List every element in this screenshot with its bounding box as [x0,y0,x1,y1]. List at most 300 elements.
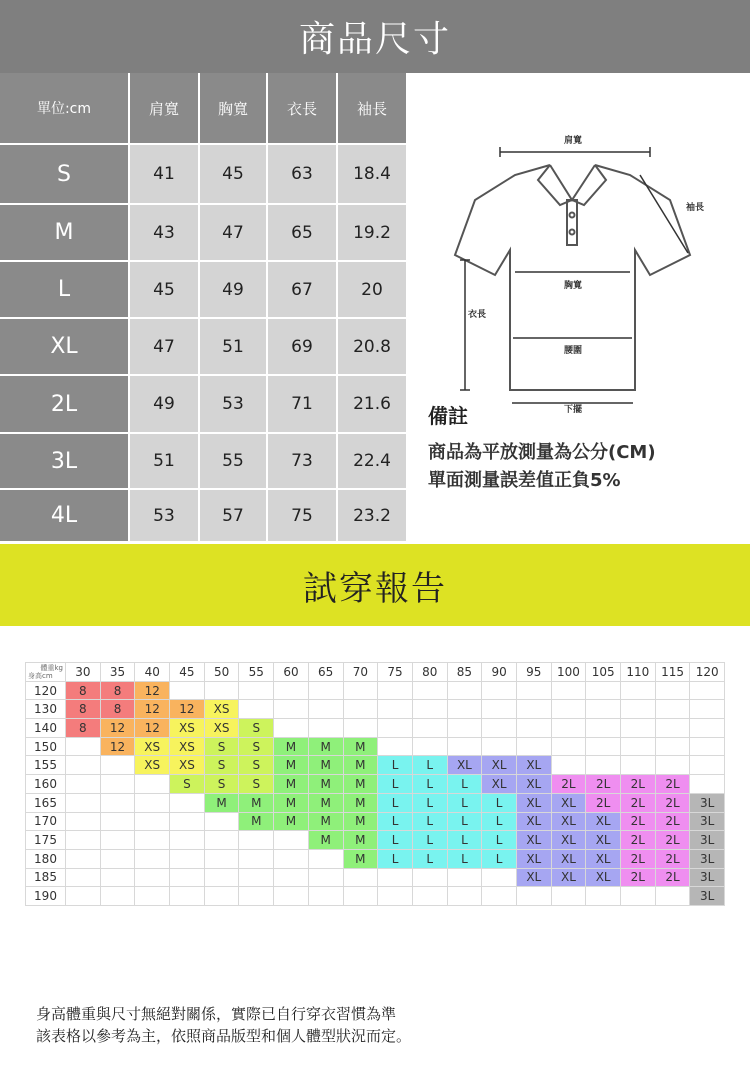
grid-cell [308,868,343,887]
height-header: 180 [26,849,66,868]
grid-cell: M [274,812,309,831]
grid-corner [26,663,66,682]
grid-cell [274,849,309,868]
size-header-cell: 袖長 [338,73,408,145]
corner-height-label: 身高cm [28,671,53,680]
size-table-row [0,205,408,262]
weight-header: 110 [621,663,656,682]
grid-cell [551,737,586,756]
grid-cell [621,737,656,756]
grid-cell [516,681,551,700]
size-header-cell: 肩寬 [130,73,200,145]
size-table-row [0,145,408,205]
grid-cell: XS [170,737,205,756]
grid-cell [690,775,725,794]
grid-cell [170,887,205,906]
grid-cell [100,775,135,794]
size-label-cell: M [0,205,130,262]
grid-cell: L [412,775,447,794]
grid-cell: S [204,737,239,756]
grid-cell [621,700,656,719]
trial-banner [0,544,750,626]
grid-cell: S [239,775,274,794]
height-header: 120 [26,681,66,700]
grid-cell: 8 [66,700,101,719]
grid-cell [412,737,447,756]
grid-cell: XS [204,719,239,738]
grid-cell [135,775,170,794]
shirt-diagram [420,120,750,420]
weight-header: 35 [100,663,135,682]
weight-header: 100 [551,663,586,682]
grid-cell: 12 [135,681,170,700]
grid-cell [308,700,343,719]
grid-cell [274,681,309,700]
grid-cell: 2L [655,831,690,850]
grid-cell: L [482,812,517,831]
weight-header: 90 [482,663,517,682]
grid-cell: M [343,775,378,794]
grid-cell: L [447,812,482,831]
grid-cell [135,887,170,906]
notes-title: 備註 [428,404,468,428]
size-value-cell: 45 [200,145,268,205]
grid-cell [447,868,482,887]
size-value-cell: 55 [200,434,268,490]
grid-cell [135,793,170,812]
grid-cell: S [239,719,274,738]
grid-cell [100,812,135,831]
size-value-cell: 49 [130,376,200,434]
grid-row [26,868,725,887]
size-value-cell: 71 [268,376,338,434]
height-header: 130 [26,700,66,719]
notes [428,400,656,495]
grid-cell: XL [516,868,551,887]
grid-cell: 3L [690,831,725,850]
grid-cell: L [482,849,517,868]
grid-cell: S [204,756,239,775]
grid-cell [204,887,239,906]
grid-cell [66,887,101,906]
height-header: 160 [26,775,66,794]
grid-cell [274,831,309,850]
grid-cell [621,756,656,775]
grid-cell [66,737,101,756]
grid-cell [586,681,621,700]
grid-cell [308,719,343,738]
grid-cell [412,868,447,887]
grid-cell [135,849,170,868]
grid-cell: L [378,756,413,775]
grid-cell [204,812,239,831]
weight-header: 115 [655,663,690,682]
size-value-cell: 23.2 [338,490,408,543]
grid-cell [586,756,621,775]
size-label-cell: 3L [0,434,130,490]
grid-row [26,887,725,906]
grid-cell [412,887,447,906]
size-table [0,73,408,543]
grid-cell: XL [516,831,551,850]
grid-cell: 3L [690,812,725,831]
grid-cell: XL [551,849,586,868]
grid-cell: L [412,812,447,831]
weight-header: 75 [378,663,413,682]
grid-row [26,737,725,756]
height-header: 170 [26,812,66,831]
size-banner-title: 商品尺寸 [298,19,451,60]
weight-header: 85 [447,663,482,682]
grid-cell: 3L [690,868,725,887]
size-banner [0,0,750,73]
grid-cell: M [239,812,274,831]
grid-cell [239,849,274,868]
grid-cell [447,700,482,719]
height-header: 185 [26,868,66,887]
grid-cell: XL [551,868,586,887]
grid-cell: XL [551,831,586,850]
label-hem: 下擺 [564,405,583,415]
grid-cell [516,887,551,906]
grid-cell [66,831,101,850]
grid-cell: XS [170,756,205,775]
size-value-cell: 45 [130,262,200,319]
grid-cell: L [412,756,447,775]
grid-cell [482,719,517,738]
grid-cell [378,887,413,906]
grid-cell [551,756,586,775]
size-value-cell: 22.4 [338,434,408,490]
size-label-cell: 2L [0,376,130,434]
size-value-cell: 69 [268,319,338,376]
grid-cell [135,812,170,831]
grid-cell: M [343,737,378,756]
grid-row [26,775,725,794]
label-length: 衣長 [468,310,487,320]
grid-cell: L [378,812,413,831]
size-table-header [0,73,408,145]
grid-cell [378,737,413,756]
grid-cell [516,700,551,719]
grid-cell [100,868,135,887]
grid-cell: L [378,849,413,868]
grid-cell [378,700,413,719]
grid-cell: 2L [655,849,690,868]
grid-cell [690,700,725,719]
grid-cell: M [308,737,343,756]
size-value-cell: 73 [268,434,338,490]
height-header: 165 [26,793,66,812]
grid-cell: XL [516,849,551,868]
size-value-cell: 75 [268,490,338,543]
grid-cell [412,719,447,738]
size-value-cell: 47 [200,205,268,262]
size-value-cell: 47 [130,319,200,376]
grid-cell [100,831,135,850]
grid-cell: L [412,849,447,868]
size-value-cell: 41 [130,145,200,205]
grid-cell [308,849,343,868]
grid-cell [482,868,517,887]
grid-cell: 12 [100,719,135,738]
size-label-cell: XL [0,319,130,376]
grid-row [26,793,725,812]
footer-line-2: 該表格以參考為主，依照商品版型和個人體型狀況而定。 [36,1027,412,1045]
grid-cell [100,849,135,868]
grid-row [26,812,725,831]
grid-cell: XL [516,812,551,831]
grid-cell [551,719,586,738]
grid-cell [308,887,343,906]
grid-cell: 2L [655,793,690,812]
grid-cell: XS [204,700,239,719]
grid-cell [239,681,274,700]
grid-cell [690,681,725,700]
grid-cell: 8 [66,719,101,738]
grid-cell [274,719,309,738]
grid-cell [204,831,239,850]
grid-cell [66,775,101,794]
height-header: 175 [26,831,66,850]
grid-cell: S [204,775,239,794]
grid-cell [412,681,447,700]
grid-cell: 8 [100,681,135,700]
size-value-cell: 43 [130,205,200,262]
weight-header: 55 [239,663,274,682]
grid-cell [239,868,274,887]
grid-cell: XL [551,793,586,812]
grid-cell [482,700,517,719]
grid-row [26,681,725,700]
trial-grid [25,662,725,906]
size-value-cell: 20.8 [338,319,408,376]
weight-header: 120 [690,663,725,682]
label-sleeve: 袖長 [686,203,705,213]
grid-cell [655,719,690,738]
grid-cell [100,793,135,812]
grid-cell [135,831,170,850]
footer-note [36,1003,411,1047]
grid-cell: 2L [621,812,656,831]
label-chest: 胸寬 [564,281,583,291]
grid-cell [274,700,309,719]
weight-header: 40 [135,663,170,682]
grid-cell: L [447,849,482,868]
grid-cell: 2L [621,849,656,868]
grid-cell: XL [516,793,551,812]
grid-cell [412,700,447,719]
grid-cell: 8 [66,681,101,700]
weight-header: 45 [170,663,205,682]
size-table-row [0,376,408,434]
grid-cell: L [482,831,517,850]
weight-header: 105 [586,663,621,682]
grid-cell: L [447,831,482,850]
grid-cell: L [378,831,413,850]
grid-cell: L [447,793,482,812]
grid-cell [308,681,343,700]
grid-cell: XL [482,775,517,794]
corner-weight-label: 體重kg [40,664,63,672]
grid-cell [586,719,621,738]
grid-cell [655,681,690,700]
grid-cell [343,700,378,719]
size-value-cell: 21.6 [338,376,408,434]
grid-cell [586,737,621,756]
grid-cell [239,831,274,850]
grid-cell [239,700,274,719]
height-header: 150 [26,737,66,756]
grid-cell: M [308,775,343,794]
grid-cell [621,681,656,700]
grid-cell: M [274,737,309,756]
grid-row [26,831,725,850]
notes-line-2: 單面測量誤差值正負5% [428,470,621,491]
grid-cell [516,737,551,756]
grid-cell [551,887,586,906]
grid-cell: M [308,831,343,850]
size-table-row [0,262,408,319]
size-value-cell: 20 [338,262,408,319]
grid-cell: 3L [690,887,725,906]
grid-cell: 2L [655,775,690,794]
grid-cell: M [274,775,309,794]
grid-cell [690,719,725,738]
grid-cell: 2L [621,775,656,794]
grid-cell [378,719,413,738]
grid-cell [274,868,309,887]
grid-cell [482,737,517,756]
grid-cell [170,868,205,887]
grid-cell: M [204,793,239,812]
grid-cell: 2L [655,868,690,887]
height-header: 155 [26,756,66,775]
grid-cell [170,793,205,812]
trial-banner-title: 試穿報告 [303,568,447,609]
grid-cell: 8 [100,700,135,719]
weight-header: 60 [274,663,309,682]
grid-cell: XS [135,737,170,756]
size-table-row [0,434,408,490]
size-header-cell: 胸寬 [200,73,268,145]
grid-cell [655,700,690,719]
grid-cell: XS [170,719,205,738]
grid-cell: S [239,756,274,775]
size-label-cell: S [0,145,130,205]
grid-cell [100,887,135,906]
grid-cell: L [412,831,447,850]
size-label-cell: 4L [0,490,130,543]
size-header-cell: 單位:cm [0,73,130,145]
grid-cell [170,812,205,831]
grid-cell: L [412,793,447,812]
grid-cell [343,719,378,738]
grid-cell: 2L [655,812,690,831]
grid-cell: 2L [621,793,656,812]
grid-cell: S [170,775,205,794]
grid-cell [551,681,586,700]
grid-cell [66,793,101,812]
grid-cell: XL [551,812,586,831]
label-waist: 腰圍 [564,346,583,356]
grid-cell [690,756,725,775]
grid-cell [655,887,690,906]
grid-cell: XL [447,756,482,775]
grid-cell: XS [135,756,170,775]
grid-cell [66,756,101,775]
grid-cell [447,681,482,700]
grid-cell: L [482,793,517,812]
grid-cell: L [378,775,413,794]
grid-cell: M [308,812,343,831]
grid-cell [551,700,586,719]
grid-cell [343,868,378,887]
grid-cell: 3L [690,793,725,812]
grid-cell: XL [482,756,517,775]
size-value-cell: 53 [200,376,268,434]
grid-row [26,849,725,868]
grid-cell [135,868,170,887]
grid-cell: 3L [690,849,725,868]
grid-cell [482,681,517,700]
grid-cell: M [343,812,378,831]
grid-cell [204,849,239,868]
grid-row [26,756,725,775]
size-value-cell: 51 [130,434,200,490]
grid-cell [447,719,482,738]
grid-cell: S [239,737,274,756]
grid-cell [204,681,239,700]
grid-cell: 2L [621,868,656,887]
grid-cell [586,700,621,719]
grid-cell [621,719,656,738]
size-value-cell: 51 [200,319,268,376]
grid-row [26,700,725,719]
grid-cell [447,887,482,906]
grid-cell: 12 [100,737,135,756]
grid-cell: XL [516,775,551,794]
grid-cell: M [308,793,343,812]
grid-cell [655,756,690,775]
size-value-cell: 67 [268,262,338,319]
grid-cell: 12 [135,700,170,719]
size-value-cell: 19.2 [338,205,408,262]
grid-cell [690,737,725,756]
grid-cell [66,868,101,887]
grid-cell: XL [586,812,621,831]
size-value-cell: 65 [268,205,338,262]
grid-cell [204,868,239,887]
label-shoulder: 肩寬 [564,136,583,146]
height-header: 140 [26,719,66,738]
grid-cell: M [274,756,309,775]
grid-cell: M [239,793,274,812]
grid-cell: 2L [586,793,621,812]
grid-cell [516,719,551,738]
grid-cell: XL [586,849,621,868]
grid-cell [586,887,621,906]
weight-header: 95 [516,663,551,682]
grid-cell [170,831,205,850]
grid-cell: 12 [170,700,205,719]
grid-cell [447,737,482,756]
grid-cell [378,681,413,700]
grid-cell [378,868,413,887]
grid-cell [239,887,274,906]
grid-cell [621,887,656,906]
weight-header: 70 [343,663,378,682]
